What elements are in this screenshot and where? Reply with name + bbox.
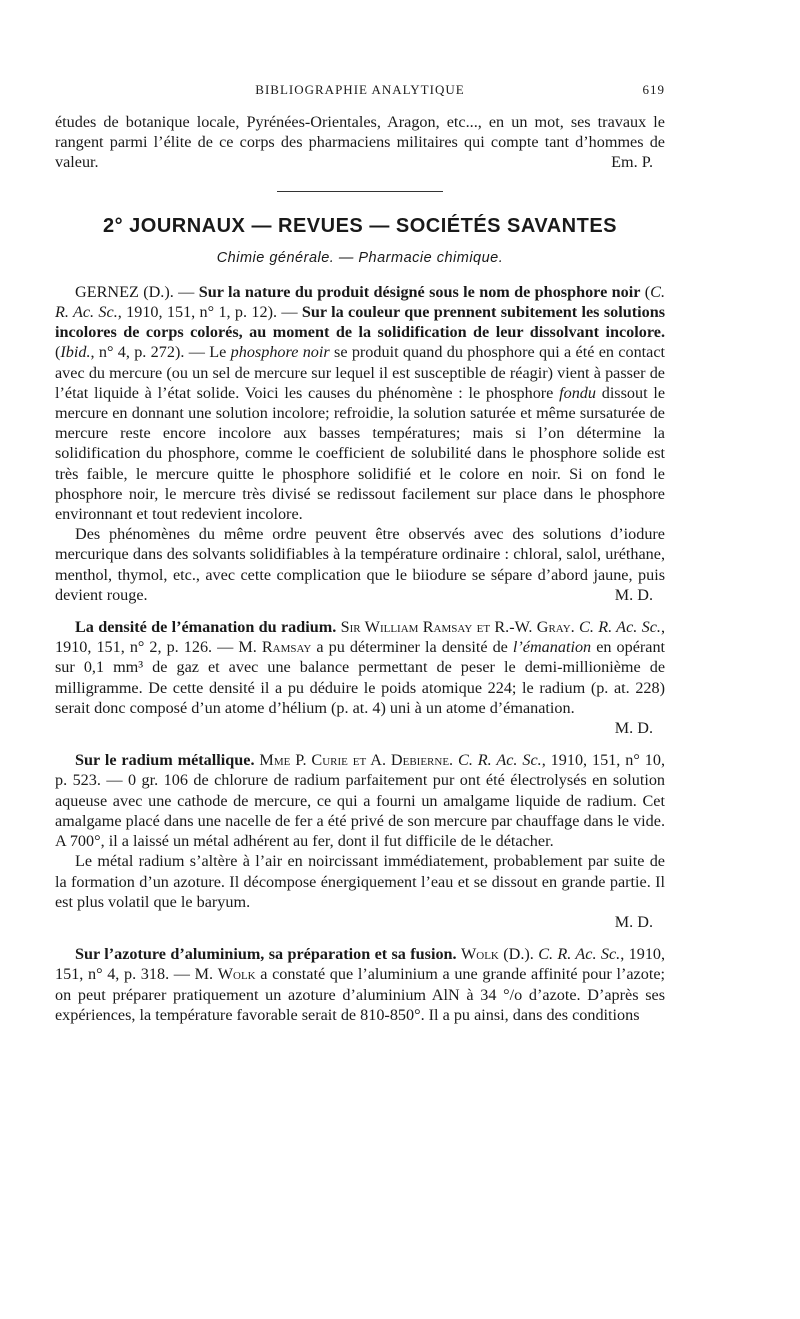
body-italic: fondu <box>559 383 596 402</box>
body-text: a pu déterminer la densité de <box>316 638 508 657</box>
entry-paragraph <box>55 944 665 1025</box>
ref-details: , 1910, 151, n° 10, p. 523. — <box>55 751 665 790</box>
ref-open: ( <box>55 343 61 362</box>
section-subtitle: Chimie générale. — Pharmacie chimique. <box>216 249 504 266</box>
entry-title-2: Sur la couleur que prennent subitement les solutions incolores de corps colorés, au moment de la solidification de leur dissolvant incolore. <box>55 303 665 342</box>
entry-paragraph <box>55 617 665 718</box>
intro-paragraph <box>55 112 665 173</box>
body-italic: phosphore noir <box>230 343 330 362</box>
entry-gernez <box>55 282 665 605</box>
running-title: BIBLIOGRAPHIE ANALYTIQUE <box>255 82 465 97</box>
entry-paragraph <box>55 282 665 524</box>
entry-azoture-aluminium <box>55 944 665 1025</box>
intro-signature: Em. P. <box>611 153 653 172</box>
entry-title: Sur le radium métallique. <box>75 751 255 770</box>
entry-title: Sur l’azoture d’aluminium, sa préparation et sa fusion. <box>75 945 457 964</box>
journal-ref: C. R. Ac. Sc. <box>458 751 542 770</box>
body-text: Le métal radium s’altère à l’air en noircissant immédiatement, probablement par suite de la formation d’un azoture. Il décompose énergiquement l’eau et se dissout en grande partie. Il est plus volatil que le baryum. <box>55 852 665 911</box>
body-text: dissout le mercure en donnant une solution incolore; refroidie, la solution saturée et même sursaturée de mercure reste encore incolore aux basses températures; mais si l’on détermine la solidification du phosphore, comme le coefficient de solubilité dans le phosphore solide est très faible, le mercure quitte le phosphore solidifié et le colore en noir. Si on fond le phosphore noir, le mercure très divisé se redissout facilement sur place dans le phosphore environnant et tout redevient incolore. <box>55 383 666 524</box>
section-title: 2° JOURNAUX — REVUES — SOCIÉTÉS SAVANTES <box>102 214 617 237</box>
journal-ref: C. R. Ac. Sc. <box>579 618 661 637</box>
ref-details: , 1910, 151, n° 1, p. 12). — <box>117 303 298 322</box>
journal-ref: C. R. Ac. Sc. <box>538 945 621 964</box>
entry-densite-emanation <box>55 617 665 738</box>
entry-signature: M. D. <box>614 585 653 604</box>
entry-paragraph-2 <box>55 524 665 605</box>
page-number: 619 <box>642 82 665 97</box>
entry-signature: M. D. <box>614 912 653 931</box>
entry-authors: Mme P. Curie et A. Debierne. <box>259 751 454 770</box>
body-text: Des phénomènes du même ordre peuvent être observés avec des solutions d’iodure mercurique dans des solvants solidifiables à la température ordinaire : chloral, salol, uréthane, menthol, thymol, etc., avec cette complication que le biiodure se sépare d’abord jaune, puis devient rouge. <box>55 525 665 604</box>
entry-paragraph-2 <box>55 851 665 912</box>
entry-paragraph <box>55 750 665 851</box>
body-text: a constaté que l’aluminium a une grande affinité pour l’azote; on peut préparer pratiquement un azoture d’aluminium AlN à 34 °/o d’azote. D’après ses expériences, la température favorable serait de 810-850°. Il a pu ainsi, dans des conditions <box>55 965 666 1024</box>
section-divider <box>277 191 443 192</box>
ref-details: , 1910, 151, n° 2, p. 126. — M. <box>55 618 665 657</box>
entry-title: La densité de l’émanation du radium. <box>75 618 337 637</box>
entry-authors: Wolk (D.). <box>460 945 534 964</box>
ref-details: , 1910, 151, n° 4, p. 318. — M. <box>55 945 666 984</box>
body-text: 0 gr. 106 de chlorure de radium parfaitement pur ont été électrolysés en solution aqueuse avec une cathode de mercure, ce qui a fourni un amalgame liquide de radium. Cet amalgame placé dans une nacelle de fer a été privé de son mercure par chauffage dans le vide. A 700°, il a laissé un métal adhérent au fer, dont il fut difficile de le détacher. <box>55 771 666 851</box>
journal-ref: Ibid. <box>60 343 91 362</box>
ref-open: ( <box>644 282 651 301</box>
body-italic: l’émanation <box>512 638 592 657</box>
intro-text: études de botanique locale, Pyrénées-Orientales, Aragon, etc..., en un mot, ses travaux le rangent parmi l’élite de ce corps des pharmaciens militaires qui compte tant d’hommes de valeur. <box>55 113 665 172</box>
entry-signature: M. D. <box>614 719 653 738</box>
entry-title: Sur la nature du produit désigné sous le nom de phosphore noir <box>198 282 641 301</box>
body-text: Le <box>209 343 227 362</box>
running-head <box>55 82 665 104</box>
body-text: en opérant sur 0,1 mm³ de gaz et avec une balance permettant de peser le demi-millionième de milligramme. De cette densité il a pu déduire le poids atomique 224; le radium (p. at. 228) serait donc composé d’un atome d’hélium (p. at. 4) uni à un atome d’émanation. <box>55 638 666 717</box>
entry-author-mention: Ramsay <box>261 638 312 657</box>
page-content <box>55 112 665 1025</box>
body-text: se produit quand du phosphore qui a été en contact avec du mercure (ou un sel de mercure sur lequel il est susceptible de réagir) vient à passer de l’état liquide à l’état solide. Voici les causes du phénomène : le phosphore <box>55 343 666 402</box>
entry-author: GERNEZ (D.). — <box>75 282 195 301</box>
entry-author-mention: Wolk <box>217 965 256 984</box>
journal-ref: C. R. Ac. Sc. <box>55 282 666 322</box>
entry-authors: Sir William Ramsay et R.-W. Gray. <box>340 618 575 637</box>
ref-details: , n° 4, p. 272). — <box>90 343 205 362</box>
entry-radium-metallique <box>55 750 665 932</box>
